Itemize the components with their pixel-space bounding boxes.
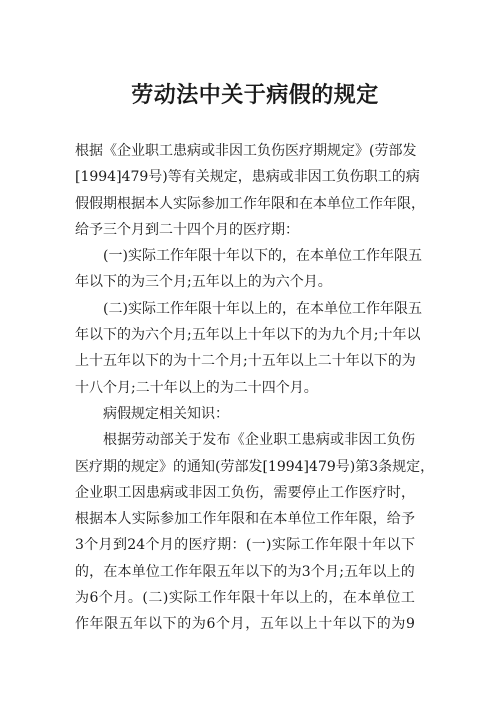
body-line: 为 6 个 月 。 ( 二 ) 实 际 工 作 年 限 十 年 以 上 的 ， 在 本 单 位 工 — [75, 590, 415, 607]
body-line: 3 个 月 到 24 个 月 的 医 疗 期 ： ( 一 ) 实 际 工 作 年 限 十 年 以 下 — [75, 537, 415, 554]
body-line: 年以下的为三个月;五年以上的为六个月。 — [75, 274, 332, 291]
document-title: 劳动法中关于病假的规定 — [131, 82, 379, 108]
body-line: 的 ， 在 本 单 位 工 作 年 限 五 年 以 下 的 为 3 个 月 ; 五 年 以 上 的 — [75, 563, 415, 580]
body-line: 给予三个月到二十四个月的医疗期： — [75, 221, 299, 238]
body-line: 根 据 本 人 实 际 参 加 工 作 年 限 和 在 本 单 位 工 作 年 限 ， 给 予 — [75, 511, 415, 528]
body-line: [1994] 479 号 ) 等 有 关 规 定 ， 患 病 或 非 因 工 负 伤 职 工 的 病 — [75, 169, 420, 186]
body-line: ( 二 ) 实 际 工 作 年 限 十 年 以 上 的 ， 在 本 单 位 工 作 年 限 五 — [103, 300, 422, 317]
body-line: 作 年 限 五 年 以 下 的 为 6 个 月 ， 五 年 以 上 十 年 以 下 的 为 9 — [75, 616, 415, 633]
document-body — [75, 138, 435, 638]
body-line: 病假规定相关知识： — [103, 405, 229, 422]
body-line: 年 以 下 的 为 六 个 月 ; 五 年 以 上 十 年 以 下 的 为 九 个 月 ; 十 年 以 — [75, 327, 421, 344]
body-line: 医 疗 期 的 规 定 》 的 通 知 ( 劳 部 发 [1994] 479 号 ) 第 3 条 规 定 ， — [75, 458, 435, 475]
body-line: 根 据 劳 动 部 关 于 发 布 《 企 业 职 工 患 病 或 非 因 工 负 伤 — [103, 432, 415, 449]
body-line: 十八个月;二十年以上的为二十四个月。 — [75, 379, 318, 396]
body-line: 根 据 《 企 业 职 工 患 病 或 非 因 工 负 伤 医 疗 期 规 定 》 ( 劳 部 发 — [75, 143, 417, 159]
body-line: 假 假 期 根 据 本 人 实 际 参 加 工 作 年 限 和 在 本 单 位 工 作 年 限 ， — [75, 195, 425, 212]
body-line: ( 一 ) 实 际 工 作 年 限 十 年 以 下 的 ， 在 本 单 位 工 作 年 限 五 — [103, 248, 422, 265]
body-line: 企 业 职 工 因 患 病 或 非 因 工 负 伤 ， 需 要 停 止 工 作 医 疗 时 ， — [75, 484, 415, 501]
body-line: 上 十 五 年 以 下 的 为 十 二 个 月 ; 十 五 年 以 上 二 十 年 以 下 的 为 — [75, 353, 416, 370]
